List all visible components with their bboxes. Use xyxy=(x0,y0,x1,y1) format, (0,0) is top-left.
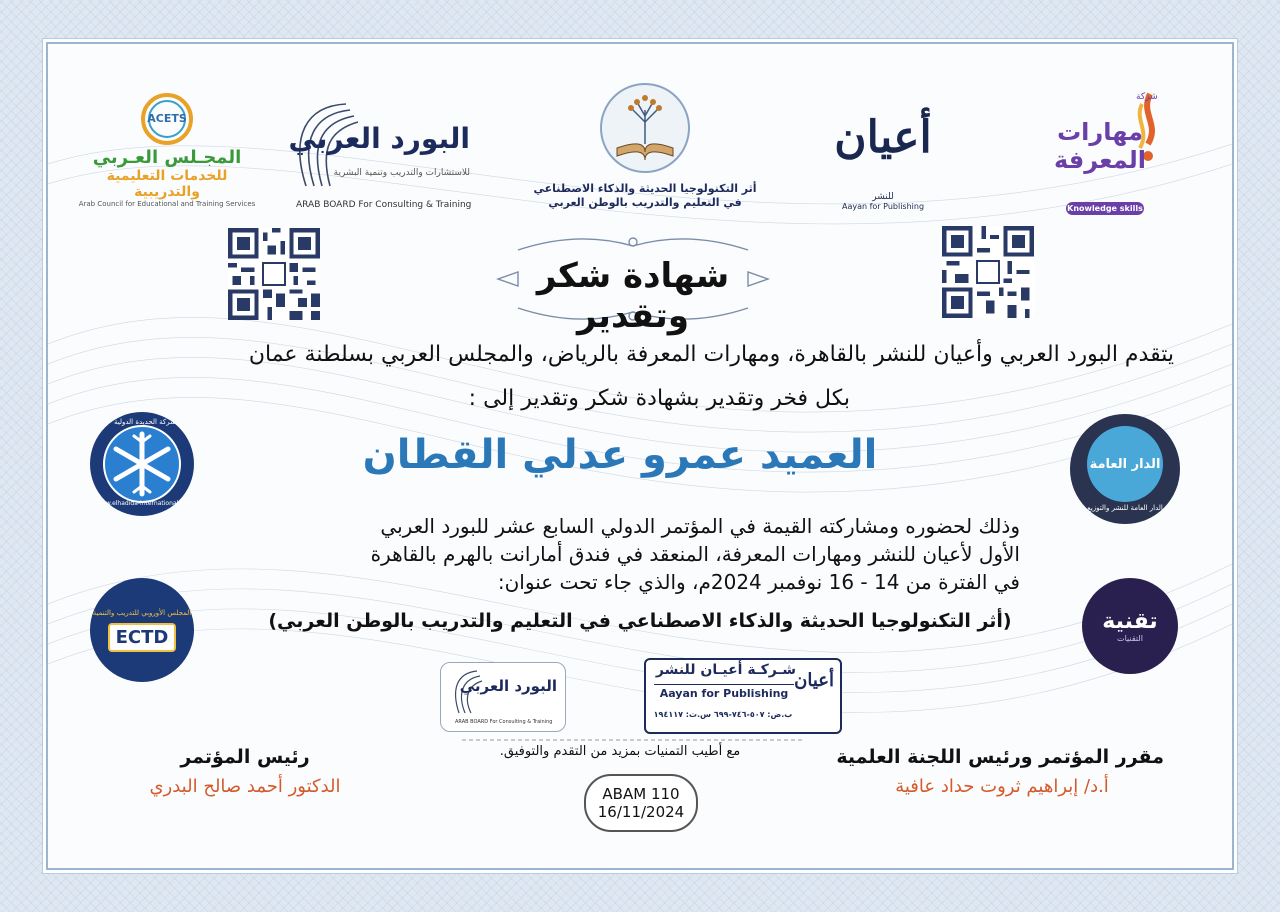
reference-date: 16/11/2024 xyxy=(597,803,685,821)
arab-board-stamp xyxy=(440,662,566,732)
conference-logo-line1: أثر التكنولوجيا الحديثة والذكاء الاصطناعي xyxy=(533,182,757,195)
seal-left-bottom xyxy=(90,578,194,682)
arab-board-stamp-name-en: ARAB BOARD For Consulting & Training xyxy=(455,719,553,725)
seal-right-top-ring-text: الدار العامة للنشر والتوزيع xyxy=(1087,504,1163,512)
body-line-3: في الفترة من 14 - 16 نوفمبر 2024م، والذي جاء تحت عنوان: xyxy=(497,570,1020,594)
seal-left-bottom-ring-text: المجلس الأوروبي للتدريب والتنمية xyxy=(92,608,192,617)
conference-logo xyxy=(530,82,760,210)
acets-mark-text: ACETS xyxy=(147,112,187,125)
acets-subtitle-ar: للخدمات التعليمية والتدريبية xyxy=(106,168,228,200)
knowledge-skills-small-ar: شركة xyxy=(1136,92,1158,102)
aayan-small-ar: للنشر xyxy=(872,192,894,202)
qr-code-right[interactable] xyxy=(942,226,1034,318)
reference-badge xyxy=(584,774,698,832)
aayan-logo xyxy=(828,84,938,211)
signature-left-title: رئيس المؤتمر xyxy=(180,746,310,768)
acets-name-en: Arab Council for Educational and Training Services xyxy=(78,200,256,208)
aayan-name-en: Aayan for Publishing xyxy=(841,202,925,211)
wishes-divider xyxy=(462,738,802,742)
signature-right-title: مقرر المؤتمر ورئيس اللجنة العلمية xyxy=(836,746,1164,768)
arab-board-subtitle-ar: للاستشارات والتدريب وتنمية البشرية xyxy=(333,168,470,178)
signature-left-name: الدكتور أحمد صالح البدري xyxy=(149,776,341,797)
aayan-stamp-name-ar: شـركـة أعيـان للنشر xyxy=(655,662,796,678)
intro-line-1: يتقدم البورد العربي وأعيان للنشر بالقاهرة، ومهارات المعرفة بالرياض، والمجلس العربي بسلطنة عمان xyxy=(248,342,1174,367)
body-line-2: الأول لأعيان للنشر ومهارات المعرفة، المنعقد في فندق أمارانت بالهرم بالقاهرة xyxy=(370,542,1020,566)
reference-code: ABAM 110 xyxy=(602,785,680,803)
seal-right-top-mark: الدار العامة xyxy=(1089,456,1161,472)
aayan-name-ar: أعيان xyxy=(834,112,932,163)
acets-name-ar: المجـلس العـربي xyxy=(92,147,242,168)
arab-board-name-ar: البورد العربي xyxy=(288,122,470,155)
recipient-name: العميد عمرو عدلي القطان xyxy=(362,432,878,478)
knowledge-skills-logo xyxy=(1040,84,1180,213)
aayan-stamp xyxy=(644,658,842,734)
knowledge-skills-name-ar: مهارات المعرفة xyxy=(1053,118,1147,174)
arab-board-name-en: ARAB BOARD For Consulting & Training xyxy=(296,200,472,210)
seal-right-bottom-mark: تقنية xyxy=(1102,609,1158,634)
ectd-mark: ECTD xyxy=(108,623,177,652)
arab-board-logo xyxy=(286,96,476,216)
conference-logo-line2: في التعليم والتدريب بالوطن العربي xyxy=(548,196,742,209)
certificate-title: شهادة شكر وتقدير xyxy=(536,256,730,336)
seal-right-top xyxy=(1070,414,1180,524)
arab-board-stamp-name-ar: البورد العربي xyxy=(459,677,557,695)
signature-right-name: أ.د/ إبراهيم ثروت حداد عافية xyxy=(895,776,1109,797)
aayan-stamp-mark: أعيان xyxy=(794,670,834,691)
conference-title: (أثر التكنولوجيا الحديثة والذكاء الاصطناعي في التعليم والتدريب بالوطن العربي) xyxy=(268,610,1012,632)
intro-line-2: بكل فخر وتقدير بشهادة شكر وتقدير إلى : xyxy=(468,386,850,411)
aayan-stamp-registration: ب.ض: ٥٠٧-٧٤٦-٦٩٩ س.ت: ١٩٤١١٧ xyxy=(653,710,793,719)
wishes-text: مع أطيب التمنيات بمزيد من التقدم والتوفيق. xyxy=(499,744,741,759)
qr-code-left[interactable] xyxy=(228,228,320,320)
seal-right-bottom-small: التقنيات xyxy=(1117,634,1143,643)
book-tree-icon xyxy=(599,82,691,174)
seal-left-top-ring-en: www.elhadida-international.com xyxy=(96,500,193,507)
qr-code-icon xyxy=(942,226,1034,318)
knowledge-skills-name-en: Knowledge skills xyxy=(1067,204,1143,213)
qr-code-icon xyxy=(228,228,320,320)
body-line-1: وذلك لحضوره ومشاركته القيمة في المؤتمر الدولي السابع عشر للبورد العربي xyxy=(380,514,1020,538)
seal-right-bottom xyxy=(1082,578,1178,674)
seal-right-top-core xyxy=(1087,426,1163,502)
acets-logo xyxy=(72,92,262,208)
seal-left-top-ring-text: شركة الحديدة الدولية xyxy=(114,418,176,426)
aayan-stamp-name-en: Aayan for Publishing xyxy=(654,684,794,700)
